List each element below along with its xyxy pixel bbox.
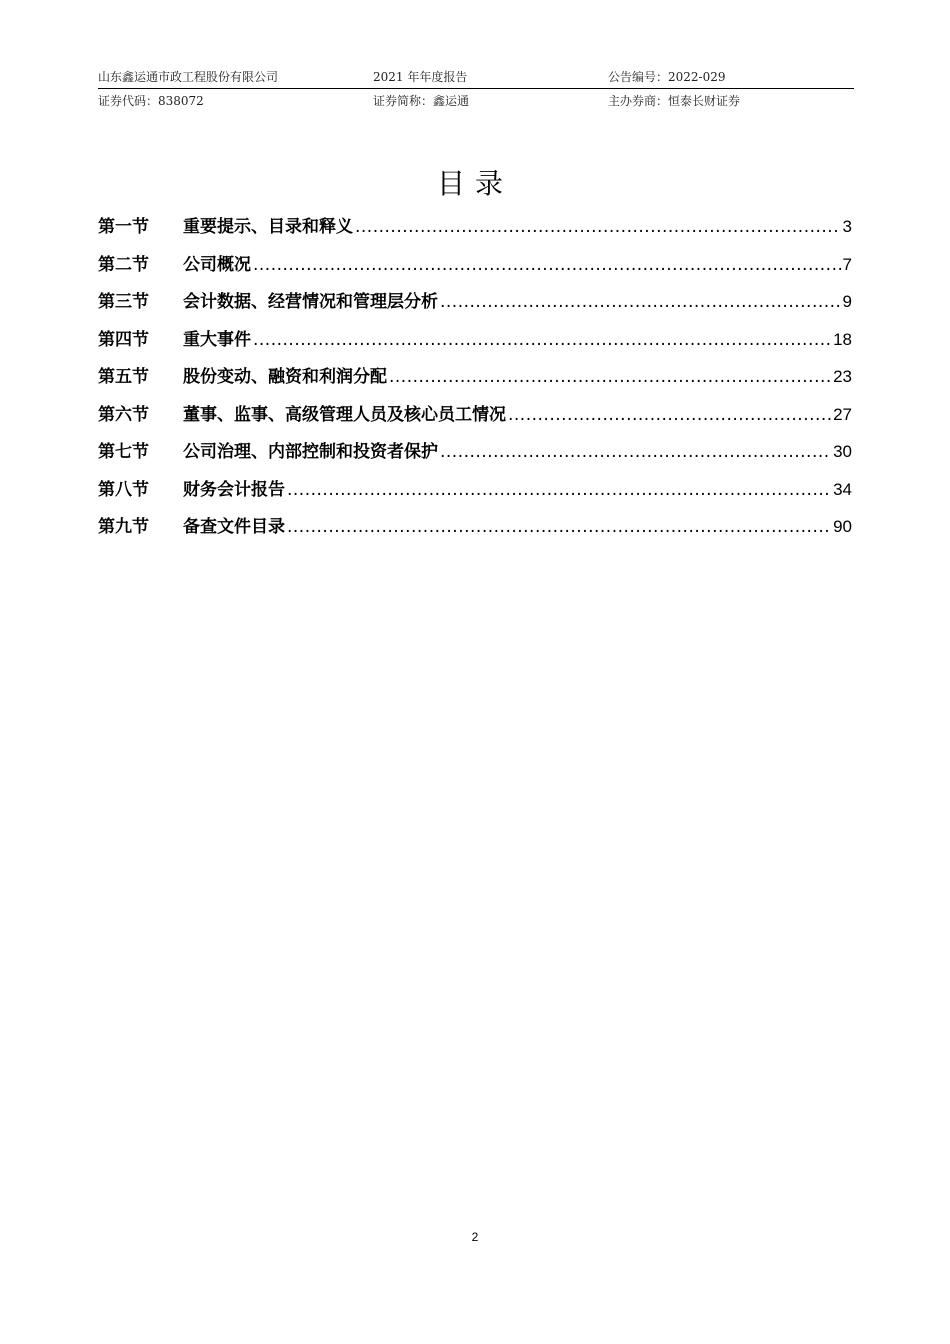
toc-leader	[287, 517, 831, 537]
toc-leader	[287, 480, 831, 500]
toc-section: 第一节	[98, 217, 149, 237]
header-row-bottom	[98, 92, 854, 108]
toc-entry[interactable]	[98, 287, 852, 325]
toc-leader	[253, 330, 831, 350]
toc-entry[interactable]	[98, 475, 852, 513]
stock-abbreviation: 证券简称：鑫运通	[373, 94, 470, 108]
report-name: 2021 年年度报告	[373, 70, 468, 84]
toc-leader	[389, 367, 831, 387]
toc-section: 第四节	[98, 329, 149, 350]
toc-title: 董事、监事、高级管理人员及核心员工情况	[183, 404, 506, 425]
toc-entry[interactable]	[98, 212, 852, 250]
page-title: 目录	[436, 167, 513, 200]
toc-section: 第三节	[98, 292, 149, 312]
toc-entry[interactable]	[98, 400, 852, 438]
sponsor-broker: 主办券商：恒泰长财证券	[608, 94, 741, 108]
toc-section: 第七节	[98, 442, 149, 462]
toc-title: 重要提示、目录和释义	[183, 217, 353, 237]
header-divider	[98, 88, 854, 89]
toc-section: 第九节	[98, 517, 149, 537]
company-name: 山东鑫运通市政工程股份有限公司	[98, 70, 279, 84]
toc-page: 34	[833, 479, 852, 499]
toc-title: 重大事件	[183, 329, 251, 350]
toc-title: 备查文件目录	[183, 517, 285, 537]
toc-page: 30	[833, 442, 852, 461]
toc-page: 27	[833, 404, 852, 424]
toc-section: 第八节	[98, 479, 149, 500]
toc-page: 3	[842, 217, 852, 236]
toc-entry[interactable]	[98, 362, 852, 400]
toc-leader	[355, 217, 841, 237]
toc-leader	[508, 405, 831, 425]
toc-section: 第二节	[98, 254, 149, 275]
toc-leader	[440, 292, 841, 312]
toc-entry[interactable]	[98, 512, 852, 550]
toc-title: 财务会计报告	[183, 479, 285, 500]
toc-title: 公司治理、内部控制和投资者保护	[183, 442, 438, 462]
header-row-top	[98, 68, 854, 84]
toc-leader	[440, 442, 831, 462]
toc-page: 23	[833, 367, 852, 386]
toc-title: 公司概况	[183, 254, 251, 275]
toc-page: 90	[833, 517, 852, 536]
stock-code: 证券代码：838072	[98, 94, 204, 108]
toc-title: 会计数据、经营情况和管理层分析	[183, 292, 438, 312]
toc-entry[interactable]	[98, 250, 852, 288]
toc-page: 7	[842, 254, 852, 274]
toc-page: 9	[842, 292, 852, 311]
toc-leader	[253, 255, 841, 275]
page-number: 2	[471, 1230, 479, 1244]
toc-page: 18	[833, 329, 852, 349]
toc-title: 股份变动、融资和利润分配	[183, 367, 387, 387]
table-of-contents	[98, 212, 852, 550]
toc-entry[interactable]	[98, 437, 852, 475]
toc-section: 第六节	[98, 404, 149, 425]
toc-section: 第五节	[98, 367, 149, 387]
notice-number: 公告编号：2022-029	[608, 70, 726, 84]
toc-entry[interactable]	[98, 325, 852, 363]
